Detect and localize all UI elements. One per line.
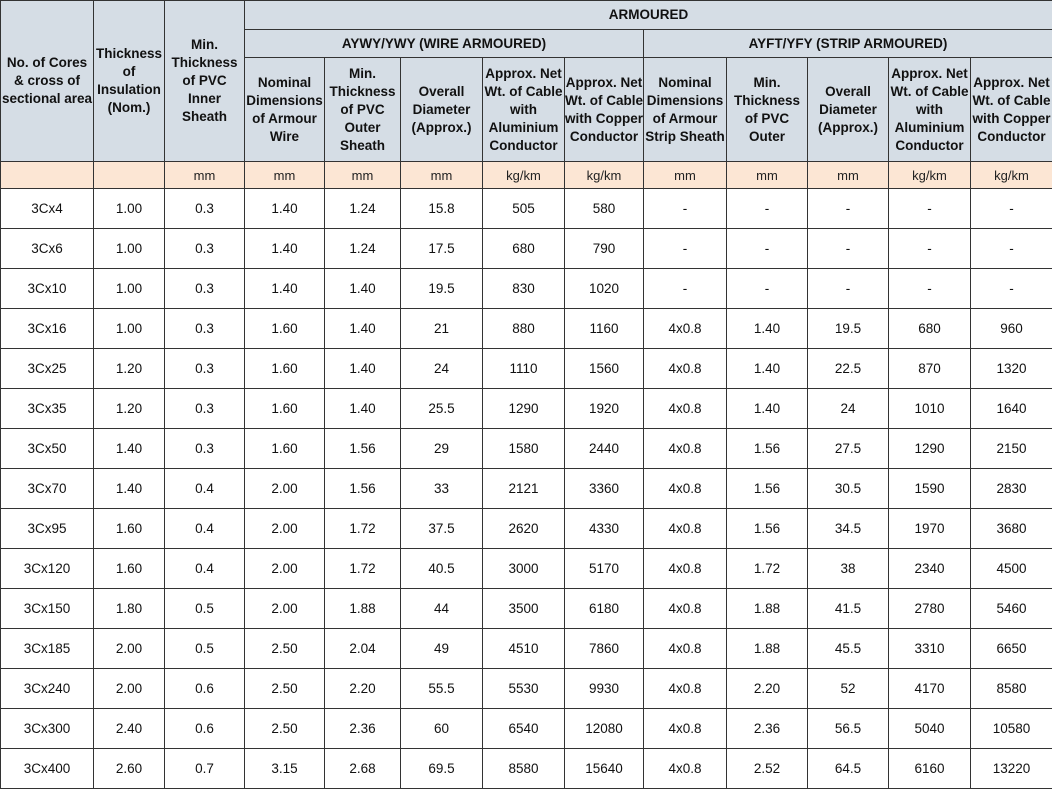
table-cell: 3000 xyxy=(483,549,565,589)
unit-cell: kg/km xyxy=(889,162,971,189)
header-strip-overall-diameter: Overall Diameter (Approx.) xyxy=(808,58,889,162)
table-cell: 1.72 xyxy=(325,549,401,589)
table-cell: 0.3 xyxy=(165,309,245,349)
table-cell: 880 xyxy=(483,309,565,349)
cores-cell: 3Cx95 xyxy=(1,509,94,549)
table-cell: 2150 xyxy=(971,429,1052,469)
table-cell: 7860 xyxy=(565,629,644,669)
table-cell: 4x0.8 xyxy=(644,469,727,509)
table-row xyxy=(1,509,1052,549)
table-cell: 1.40 xyxy=(325,349,401,389)
header-wire-weight-copper: Approx. Net Wt. of Cable with Copper Conductor xyxy=(565,58,644,162)
table-cell: 3680 xyxy=(971,509,1052,549)
table-cell: - xyxy=(971,189,1052,229)
table-cell: 1.72 xyxy=(727,549,808,589)
unit-cell: mm xyxy=(727,162,808,189)
table-cell: 1.60 xyxy=(245,389,325,429)
table-cell: 1.56 xyxy=(727,429,808,469)
table-cell: 2.50 xyxy=(245,669,325,709)
table-cell: 3.15 xyxy=(245,749,325,789)
table-cell: 5460 xyxy=(971,589,1052,629)
header-strip-weight-aluminium: Approx. Net Wt. of Cable with Aluminium Conductor xyxy=(889,58,971,162)
table-cell: 1.40 xyxy=(245,229,325,269)
unit-cell: mm xyxy=(325,162,401,189)
table-cell: 1.56 xyxy=(727,509,808,549)
table-cell: 1.40 xyxy=(727,309,808,349)
table-cell: 4x0.8 xyxy=(644,669,727,709)
table-cell: 40.5 xyxy=(401,549,483,589)
table-cell: 4330 xyxy=(565,509,644,549)
table-row xyxy=(1,469,1052,509)
table-cell: 2.36 xyxy=(325,709,401,749)
cores-cell: 3Cx185 xyxy=(1,629,94,669)
table-row xyxy=(1,189,1052,229)
table-cell: 1160 xyxy=(565,309,644,349)
table-cell: 2.20 xyxy=(325,669,401,709)
table-cell: 2.00 xyxy=(245,549,325,589)
table-cell: - xyxy=(889,189,971,229)
table-cell: 22.5 xyxy=(808,349,889,389)
table-cell: 1.60 xyxy=(245,429,325,469)
table-cell: 2.52 xyxy=(727,749,808,789)
cores-cell: 3Cx35 xyxy=(1,389,94,429)
table-cell: 4x0.8 xyxy=(644,549,727,589)
table-cell: 2121 xyxy=(483,469,565,509)
table-cell: 1.40 xyxy=(94,469,165,509)
table-cell: 4x0.8 xyxy=(644,709,727,749)
table-cell: 1.80 xyxy=(94,589,165,629)
cores-cell: 3Cx240 xyxy=(1,669,94,709)
table-cell: 33 xyxy=(401,469,483,509)
table-cell: 21 xyxy=(401,309,483,349)
table-cell: 15.8 xyxy=(401,189,483,229)
table-cell: 1.00 xyxy=(94,229,165,269)
cores-cell: 3Cx16 xyxy=(1,309,94,349)
cores-cell: 3Cx25 xyxy=(1,349,94,389)
header-cores: No. of Cores & cross of sectional area xyxy=(1,1,94,162)
table-cell: 1320 xyxy=(971,349,1052,389)
table-row xyxy=(1,309,1052,349)
header-wire-overall-diameter: Overall Diameter (Approx.) xyxy=(401,58,483,162)
table-cell: 1.56 xyxy=(727,469,808,509)
table-cell: 2.20 xyxy=(727,669,808,709)
table-cell: 25.5 xyxy=(401,389,483,429)
header-armoured: ARMOURED xyxy=(245,1,1052,30)
table-cell: 1.60 xyxy=(245,349,325,389)
cores-cell: 3Cx10 xyxy=(1,269,94,309)
table-cell: - xyxy=(727,269,808,309)
cores-cell: 3Cx120 xyxy=(1,549,94,589)
table-cell: 2.36 xyxy=(727,709,808,749)
table-cell: 19.5 xyxy=(808,309,889,349)
unit-cell: mm xyxy=(644,162,727,189)
table-cell: 2.00 xyxy=(245,589,325,629)
table-row xyxy=(1,549,1052,589)
cores-cell: 3Cx70 xyxy=(1,469,94,509)
table-cell: 6180 xyxy=(565,589,644,629)
table-cell: 2340 xyxy=(889,549,971,589)
table-cell: 1.88 xyxy=(325,589,401,629)
table-cell: 2.00 xyxy=(94,669,165,709)
table-cell: 1.60 xyxy=(245,309,325,349)
table-cell: 0.3 xyxy=(165,349,245,389)
table-cell: 5040 xyxy=(889,709,971,749)
table-cell: 790 xyxy=(565,229,644,269)
table-cell: 1.00 xyxy=(94,189,165,229)
header-wire-armour-dimensions: Nominal Dimensions of Armour Wire xyxy=(245,58,325,162)
table-cell: 680 xyxy=(889,309,971,349)
table-row xyxy=(1,629,1052,669)
table-cell: 2.60 xyxy=(94,749,165,789)
table-cell: 1920 xyxy=(565,389,644,429)
table-cell: 1.88 xyxy=(727,589,808,629)
table-cell: 4170 xyxy=(889,669,971,709)
table-cell: 4x0.8 xyxy=(644,389,727,429)
table-cell: 19.5 xyxy=(401,269,483,309)
table-cell: 4x0.8 xyxy=(644,429,727,469)
table-cell: 1.24 xyxy=(325,189,401,229)
table-cell: - xyxy=(727,189,808,229)
unit-cell xyxy=(1,162,94,189)
table-cell: 0.6 xyxy=(165,669,245,709)
table-cell: 0.3 xyxy=(165,429,245,469)
table-cell: 1290 xyxy=(889,429,971,469)
table-cell: 38 xyxy=(808,549,889,589)
unit-cell: mm xyxy=(165,162,245,189)
table-cell: - xyxy=(971,269,1052,309)
unit-cell: kg/km xyxy=(483,162,565,189)
table-cell: 2.04 xyxy=(325,629,401,669)
table-cell: - xyxy=(889,229,971,269)
table-cell: 1.56 xyxy=(325,469,401,509)
table-cell: 24 xyxy=(401,349,483,389)
table-cell: 2620 xyxy=(483,509,565,549)
table-cell: 580 xyxy=(565,189,644,229)
unit-cell: kg/km xyxy=(971,162,1052,189)
table-cell: 1.56 xyxy=(325,429,401,469)
table-cell: 1.40 xyxy=(325,269,401,309)
table-cell: 2.50 xyxy=(245,709,325,749)
table-cell: 0.3 xyxy=(165,229,245,269)
table-row xyxy=(1,589,1052,629)
table-cell: 6160 xyxy=(889,749,971,789)
table-cell: 49 xyxy=(401,629,483,669)
table-cell: 960 xyxy=(971,309,1052,349)
table-cell: 4x0.8 xyxy=(644,589,727,629)
table-cell: 52 xyxy=(808,669,889,709)
table-cell: 8580 xyxy=(971,669,1052,709)
table-cell: - xyxy=(727,229,808,269)
table-cell: 2780 xyxy=(889,589,971,629)
table-cell: 5170 xyxy=(565,549,644,589)
units-row xyxy=(1,162,1052,189)
table-cell: 2830 xyxy=(971,469,1052,509)
table-cell: 0.4 xyxy=(165,509,245,549)
table-cell: 1.00 xyxy=(94,269,165,309)
header-wire-armoured: AYWY/YWY (WIRE ARMOURED) xyxy=(245,30,644,58)
table-cell: 3310 xyxy=(889,629,971,669)
table-cell: 29 xyxy=(401,429,483,469)
unit-cell: kg/km xyxy=(565,162,644,189)
table-row xyxy=(1,749,1052,789)
table-cell: 15640 xyxy=(565,749,644,789)
table-cell: 0.3 xyxy=(165,269,245,309)
table-cell: 0.7 xyxy=(165,749,245,789)
table-cell: 1.20 xyxy=(94,349,165,389)
header-insulation: Thickness of Insulation (Nom.) xyxy=(94,1,165,162)
table-cell: - xyxy=(808,189,889,229)
table-cell: 2.00 xyxy=(245,469,325,509)
table-cell: 830 xyxy=(483,269,565,309)
table-cell: 2.50 xyxy=(245,629,325,669)
cores-cell: 3Cx400 xyxy=(1,749,94,789)
table-cell: 505 xyxy=(483,189,565,229)
table-cell: 2.00 xyxy=(245,509,325,549)
table-row xyxy=(1,429,1052,469)
table-cell: 4x0.8 xyxy=(644,349,727,389)
table-cell: 0.6 xyxy=(165,709,245,749)
table-cell: - xyxy=(644,229,727,269)
table-cell: 55.5 xyxy=(401,669,483,709)
table-cell: 30.5 xyxy=(808,469,889,509)
table-cell: 2.40 xyxy=(94,709,165,749)
table-cell: 1590 xyxy=(889,469,971,509)
table-cell: 1.60 xyxy=(94,509,165,549)
table-cell: - xyxy=(889,269,971,309)
cores-cell: 3Cx4 xyxy=(1,189,94,229)
table-cell: 17.5 xyxy=(401,229,483,269)
table-cell: 870 xyxy=(889,349,971,389)
table-cell: - xyxy=(644,269,727,309)
table-cell: 4x0.8 xyxy=(644,749,727,789)
table-cell: 1970 xyxy=(889,509,971,549)
unit-cell xyxy=(94,162,165,189)
table-cell: 5530 xyxy=(483,669,565,709)
table-cell: 1.72 xyxy=(325,509,401,549)
table-cell: 2.00 xyxy=(94,629,165,669)
unit-cell: mm xyxy=(808,162,889,189)
table-cell: 10580 xyxy=(971,709,1052,749)
table-cell: - xyxy=(808,269,889,309)
table-cell: 4500 xyxy=(971,549,1052,589)
table-cell: 0.4 xyxy=(165,549,245,589)
table-cell: 27.5 xyxy=(808,429,889,469)
table-cell: 2440 xyxy=(565,429,644,469)
header-wire-outer-sheath: Min. Thickness of PVC Outer Sheath xyxy=(325,58,401,162)
table-row xyxy=(1,389,1052,429)
table-cell: 56.5 xyxy=(808,709,889,749)
table-cell: 41.5 xyxy=(808,589,889,629)
header-strip-armoured: AYFT/YFY (STRIP ARMOURED) xyxy=(644,30,1052,58)
table-row xyxy=(1,709,1052,749)
table-cell: 64.5 xyxy=(808,749,889,789)
table-cell: 1580 xyxy=(483,429,565,469)
table-cell: 3500 xyxy=(483,589,565,629)
table-cell: 4510 xyxy=(483,629,565,669)
table-cell: 0.5 xyxy=(165,589,245,629)
table-cell: 0.5 xyxy=(165,629,245,669)
table-cell: 1.40 xyxy=(325,389,401,429)
table-cell: 45.5 xyxy=(808,629,889,669)
table-cell: 4x0.8 xyxy=(644,509,727,549)
table-cell: 60 xyxy=(401,709,483,749)
table-cell: 1020 xyxy=(565,269,644,309)
table-cell: 1640 xyxy=(971,389,1052,429)
table-row xyxy=(1,349,1052,389)
table-cell: 0.4 xyxy=(165,469,245,509)
table-cell: 13220 xyxy=(971,749,1052,789)
table-cell: 1010 xyxy=(889,389,971,429)
table-row xyxy=(1,269,1052,309)
header-inner-sheath: Min. Thickness of PVC Inner Sheath xyxy=(165,1,245,162)
table-cell: 37.5 xyxy=(401,509,483,549)
table-cell: 1.40 xyxy=(245,189,325,229)
header-strip-armour-dimensions: Nominal Dimensions of Armour Strip Sheath xyxy=(644,58,727,162)
table-cell: 1.20 xyxy=(94,389,165,429)
table-cell: 2.68 xyxy=(325,749,401,789)
table-cell: 34.5 xyxy=(808,509,889,549)
table-cell: - xyxy=(644,189,727,229)
table-row xyxy=(1,669,1052,709)
table-cell: 1.40 xyxy=(727,389,808,429)
table-cell: 4x0.8 xyxy=(644,629,727,669)
table-cell: 9930 xyxy=(565,669,644,709)
table-cell: 8580 xyxy=(483,749,565,789)
table-cell: 44 xyxy=(401,589,483,629)
table-cell: 0.3 xyxy=(165,189,245,229)
table-cell: 3360 xyxy=(565,469,644,509)
table-row xyxy=(1,229,1052,269)
table-cell: 1.40 xyxy=(325,309,401,349)
table-cell: - xyxy=(971,229,1052,269)
cores-cell: 3Cx6 xyxy=(1,229,94,269)
header-wire-weight-aluminium: Approx. Net Wt. of Cable with Aluminium Conductor xyxy=(483,58,565,162)
table-cell: 6540 xyxy=(483,709,565,749)
table-body xyxy=(1,162,1052,789)
header-strip-outer-sheath: Min. Thickness of PVC Outer xyxy=(727,58,808,162)
unit-cell: mm xyxy=(245,162,325,189)
unit-cell: mm xyxy=(401,162,483,189)
table-cell: 12080 xyxy=(565,709,644,749)
cores-cell: 3Cx150 xyxy=(1,589,94,629)
table-cell: 69.5 xyxy=(401,749,483,789)
table-cell: 1.40 xyxy=(94,429,165,469)
table-cell: 0.3 xyxy=(165,389,245,429)
table-cell: 1.00 xyxy=(94,309,165,349)
table-cell: 1.24 xyxy=(325,229,401,269)
table-cell: 1560 xyxy=(565,349,644,389)
table-cell: 1.60 xyxy=(94,549,165,589)
table-cell: 6650 xyxy=(971,629,1052,669)
cores-cell: 3Cx50 xyxy=(1,429,94,469)
header-strip-weight-copper: Approx. Net Wt. of Cable with Copper Conductor xyxy=(971,58,1052,162)
table-cell: 4x0.8 xyxy=(644,309,727,349)
table-cell: 1290 xyxy=(483,389,565,429)
table-cell: 1110 xyxy=(483,349,565,389)
cores-cell: 3Cx300 xyxy=(1,709,94,749)
table-cell: 1.88 xyxy=(727,629,808,669)
table-cell: 1.40 xyxy=(245,269,325,309)
table-cell: 1.40 xyxy=(727,349,808,389)
table-cell: - xyxy=(808,229,889,269)
table-header xyxy=(1,1,1052,162)
table-cell: 680 xyxy=(483,229,565,269)
table-cell: 24 xyxy=(808,389,889,429)
